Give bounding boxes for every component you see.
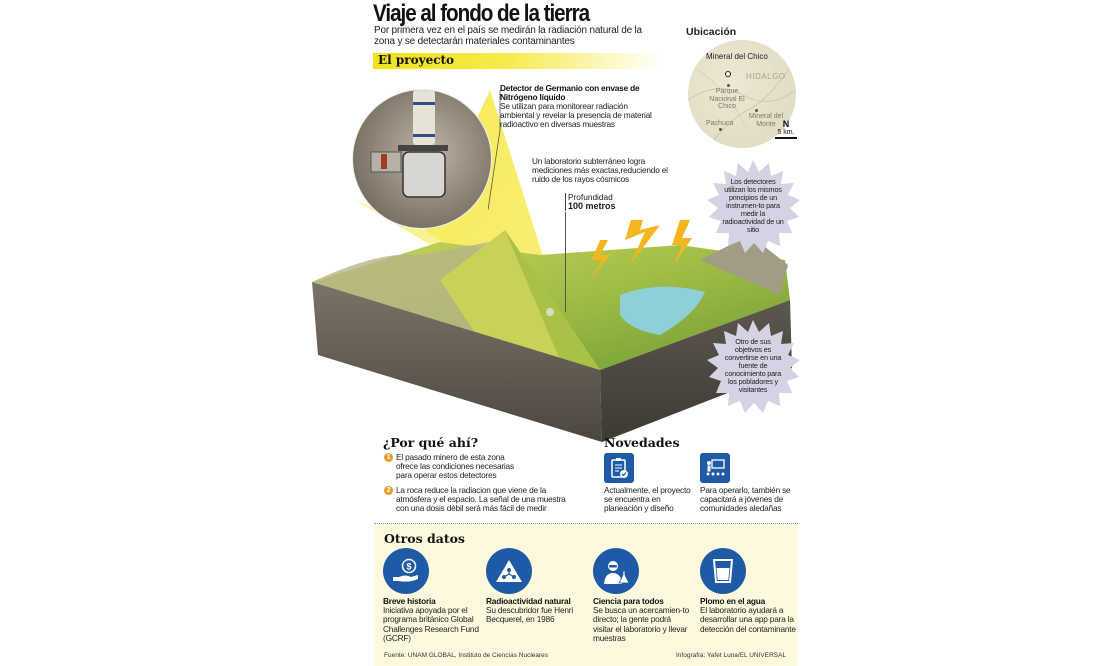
north-arrow-icon: N <box>782 119 790 129</box>
detector-photo <box>352 89 492 229</box>
section-title-news: Novedades <box>604 435 680 450</box>
callout-text-1: Los detectores utilizan los mismos principios de un instrumen-to para medir la radioactividad de un sitio <box>722 177 784 234</box>
scale-label: 5 km. <box>777 129 795 136</box>
depth-line <box>565 212 566 312</box>
map-label-pachuca: Pachuca <box>706 120 734 127</box>
other-item-2-heading: Radioactividad natural <box>486 596 571 606</box>
scale-bar <box>775 137 797 139</box>
number-badge-2: 2 <box>384 486 393 495</box>
other-item-2-text: Su descubridor fue Henri Becquerel, en 1986 <box>486 605 573 625</box>
detector-title: Detector de Germanio con envase de Nitrógeno líquido <box>500 83 640 102</box>
laboratory-description: Un laboratorio subterráneo logra mediciones más exactas,reduciendo el ruido de los rayos cósmicos <box>532 156 668 184</box>
section-title-other-data: Otros datos <box>384 531 465 546</box>
other-item-4-heading: Plomo en el agua <box>700 596 766 606</box>
why-item-text: La roca reduce la radiacion que viene de la atmósfera y el espacio. La señal de una muestra con una dosis débil será más fácil de medir <box>396 485 566 513</box>
map-label-park: Parque Nacional El Chico <box>709 88 745 110</box>
section-title-project: El proyecto <box>378 53 455 67</box>
detector-apparatus-illustration <box>353 90 492 229</box>
map-label-mineral-chico: Mineral del Chico <box>706 52 768 61</box>
map-marker-icon <box>725 71 731 77</box>
other-item-1 <box>383 597 483 643</box>
map-label-mineral-monte: Mineral del Monte <box>748 113 784 128</box>
page-title: Viaje al fondo de la tierra <box>373 0 590 27</box>
hand-money-icon <box>383 548 429 594</box>
infographic-credit: Infografía: Yafet Luna/EL UNIVERSAL <box>676 652 787 659</box>
detector-leader-line <box>488 90 502 220</box>
clipboard-check-icon <box>604 453 634 483</box>
other-item-3 <box>593 597 693 643</box>
radioactivity-triangle-icon <box>486 548 532 594</box>
map-label-state: HIDALGO <box>746 72 786 81</box>
why-item-1 <box>384 453 524 480</box>
callout-starburst-1 <box>705 158 801 254</box>
scientist-icon <box>593 548 639 594</box>
source-credit: Fuente: UNAM GLOBAL, Instituto de Ciencias Nucleares <box>384 652 549 659</box>
other-item-4 <box>700 597 800 634</box>
map-scale <box>775 120 797 139</box>
map-dot-monte <box>755 109 758 112</box>
why-item-text: El pasado minero de esta zona ofrece las condiciones necesarias para operar estos detectores <box>396 452 514 480</box>
callout-starburst-2 <box>705 318 801 414</box>
number-badge-1: 1 <box>384 453 393 462</box>
depth-annotation <box>565 193 616 211</box>
depth-label: Profundidad <box>568 192 613 202</box>
other-item-3-heading: Ciencia para todos <box>593 596 664 606</box>
other-item-2 <box>486 597 586 625</box>
page-subtitle: Por primera vez en el país se medirán la radiación natural de la zona y se detectarán materiales contaminantes <box>374 25 642 47</box>
teacher-presentation-icon <box>700 453 730 483</box>
section-header-project <box>373 53 663 69</box>
location-label: Ubicación <box>686 26 737 38</box>
detector-body: Se utilizan para monitorear radiación ambiental y revelar la presencia de material radioactivo en diversas muestras <box>500 101 652 129</box>
detector-description <box>500 84 660 129</box>
other-item-4-text: El laboratorio ayudará a desarrollar una app para la detección del contaminante <box>700 605 796 634</box>
news-item-2-text: Para operarlo, también se capacitará a jóvenes de comunidades aledañas <box>700 485 791 513</box>
callout-text-2: Otro de sus objetivos es convertirse en una fuente de conocimiento para los pobladores y visitantes <box>724 337 782 394</box>
other-item-1-text: Iniciativa apoyada por el programa británico Global Challenges Research Fund (GCRF) <box>383 605 479 643</box>
svg-text:$: $ <box>406 561 412 572</box>
why-item-2 <box>384 486 574 513</box>
other-item-3-text: Se busca un acercamien-to directo; la gente podrá visitar el laboratorio y llevar muestras <box>593 605 690 643</box>
depth-value: 100 metros <box>568 201 616 211</box>
news-item-1-text: Actualmente, el proyecto se encuentra en planeación y diseño <box>604 485 691 513</box>
water-glass-icon <box>700 548 746 594</box>
other-item-1-heading: Breve historia <box>383 596 436 606</box>
section-title-why-there: ¿Por qué ahí? <box>383 435 479 450</box>
